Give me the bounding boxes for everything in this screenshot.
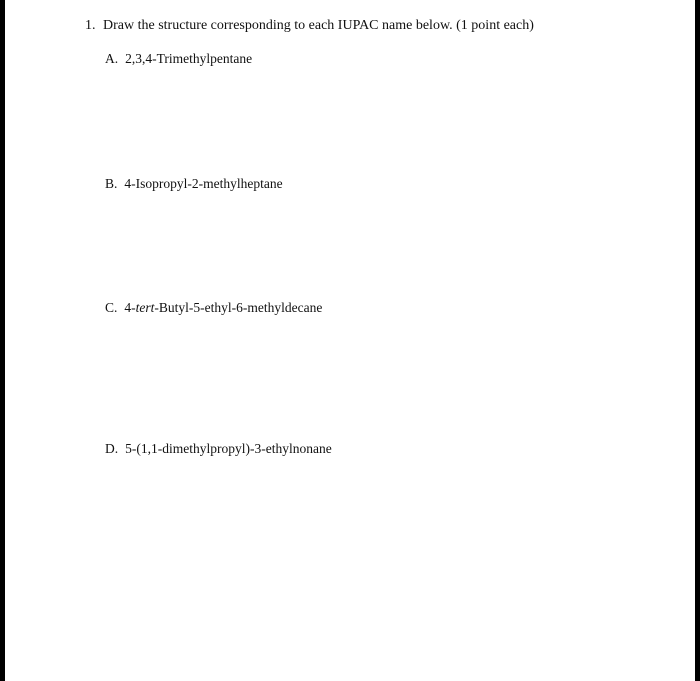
question-number: 1. (85, 18, 96, 33)
item-a (105, 50, 252, 68)
item-c (105, 299, 322, 317)
item-d (105, 440, 332, 458)
question-heading (85, 17, 534, 35)
item-letter: B. (105, 176, 118, 191)
question-text: Draw the structure corresponding to each IUPAC name below. (1 point each) (103, 18, 534, 33)
item-name: 2,3,4-Trimethylpentane (125, 51, 253, 66)
right-border-bar (695, 0, 700, 681)
item-b (105, 175, 283, 193)
item-name-suffix: -Butyl-5-ethyl-6-methyldecane (154, 300, 323, 315)
item-name-italic: tert (135, 300, 155, 315)
item-name: 5-(1,1-dimethylpropyl)-3-ethylnonane (125, 441, 332, 456)
item-letter: C. (105, 300, 118, 315)
item-letter: D. (105, 441, 119, 456)
item-letter: A. (105, 51, 119, 66)
document-page (5, 0, 695, 681)
item-name: 4-Isopropyl-2-methylheptane (124, 176, 283, 191)
item-name-prefix: 4- (124, 300, 136, 315)
